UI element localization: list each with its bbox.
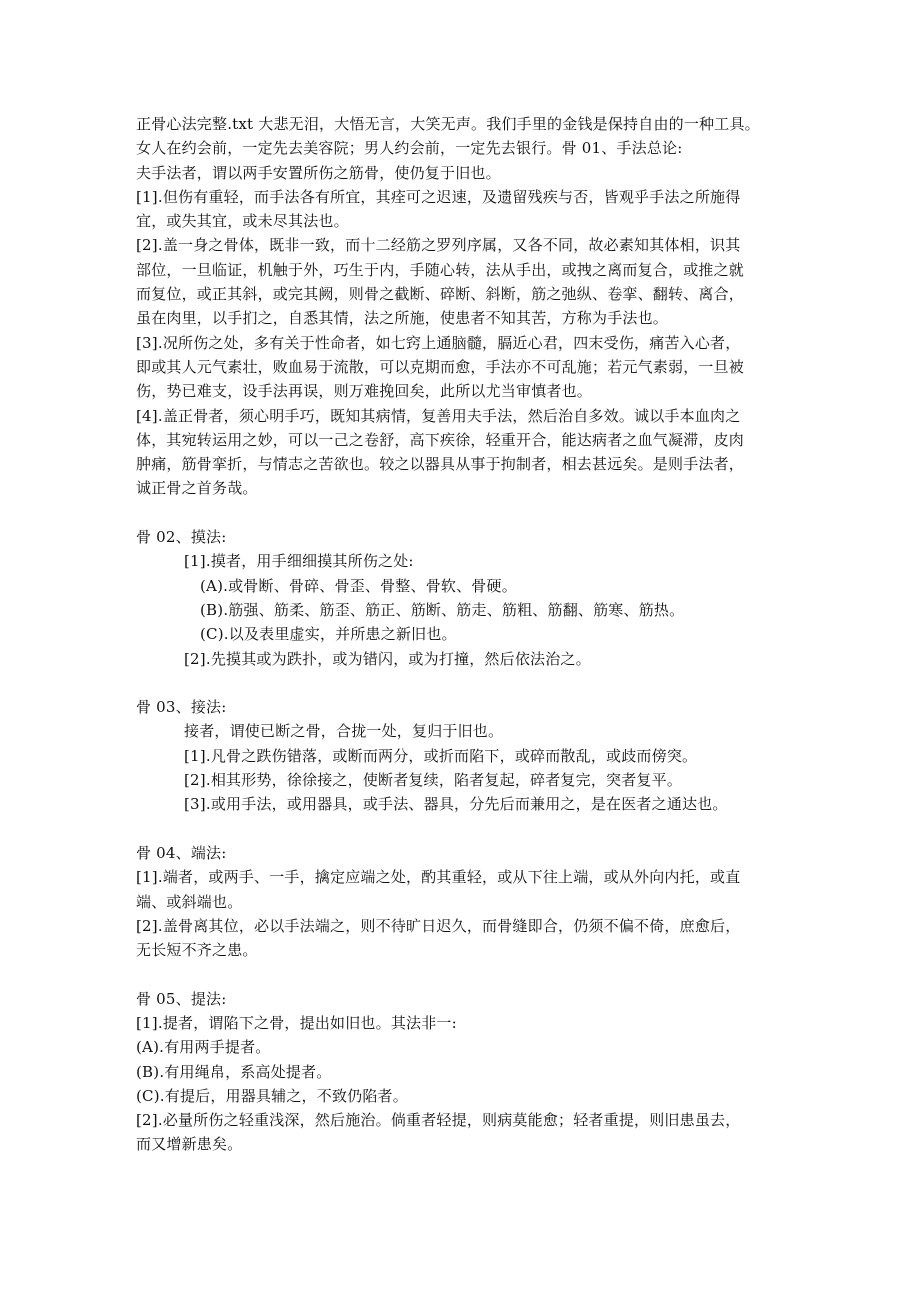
text-line: 无长短不齐之患。 xyxy=(136,941,258,960)
section-heading: 骨 03、接法: xyxy=(136,698,227,717)
text-line: (A).有用两手提者。 xyxy=(136,1038,271,1057)
section-intro xyxy=(136,112,796,501)
text-line: (B).有用绳帛，系高处提者。 xyxy=(136,1062,332,1081)
text-line: 宜，或失其宜，或未尽其法也。 xyxy=(136,212,349,231)
section-heading: 骨 02、摸法: xyxy=(136,528,227,547)
text-line: 端、或斜端也。 xyxy=(136,892,243,911)
text-line: [3].况所伤之处，多有关于性命者，如七窍上通脑髓，膈近心君，四末受伤，痛苦入心者， xyxy=(136,333,741,352)
text-line: [1].摸者，用手细细摸其所伤之处: xyxy=(184,552,414,571)
text-line: [2].先摸其或为跌扑，或为错闪，或为打撞，然后依法治之。 xyxy=(184,649,591,668)
section-05 xyxy=(136,987,796,1157)
section-04 xyxy=(136,841,796,962)
text-line: (A).或骨断、骨碎、骨歪、骨整、骨软、骨硬。 xyxy=(200,576,517,595)
text-line: (C).以及表里虚实，并所患之新旧也。 xyxy=(200,625,457,644)
section-heading: 骨 05、提法: xyxy=(136,989,227,1008)
text-line: [2].必量所伤之轻重浅深，然后施治。倘重者轻提，则病莫能愈；轻者重提，则旧患虽去， xyxy=(136,1111,741,1130)
text-line: [1].提者，谓陷下之骨，提出如旧也。其法非一: xyxy=(136,1013,457,1032)
text-line: [1].但伤有重轻，而手法各有所宜，其痊可之迟速，及遗留残疾与否，皆观乎手法之所施得 xyxy=(136,187,741,206)
section-heading: 骨 04、端法: xyxy=(136,843,227,862)
text-line: 体，其宛转运用之妙，可以一己之卷舒，高下疾徐，轻重开合，能达病者之血气凝滞，皮肉 xyxy=(136,430,745,449)
blank-line xyxy=(136,962,796,986)
blank-line xyxy=(136,501,796,525)
text-line: 而又增新患矣。 xyxy=(136,1135,243,1154)
text-line: (B).筋强、筋柔、筋歪、筋正、筋断、筋走、筋粗、筋翻、筋寒、筋热。 xyxy=(200,600,685,619)
text-line: 而复位，或正其斜，或完其阙，则骨之截断、碎断、斜断，筋之弛纵、卷挛、翻转、离合， xyxy=(136,285,745,304)
text-line: 夫手法者，谓以两手安置所伤之筋骨，使仍复于旧也。 xyxy=(136,163,501,182)
text-line: [4].盖正骨者，须心明手巧，既知其病情，复善用夫手法，然后治自多效。诚以手本血肉之 xyxy=(136,406,741,425)
text-line: 伤，势已难支，设手法再误，则万难挽回矣，此所以尤当审慎者也。 xyxy=(136,382,593,401)
text-line: [3].或用手法，或用器具，或手法、器具，分先后而兼用之，是在医者之通达也。 xyxy=(184,795,728,814)
document-page xyxy=(136,112,796,1157)
text-line: [2].盖骨离其位，必以手法端之，则不待旷日迟久，而骨缝即合，仍须不偏不倚，庶愈后， xyxy=(136,916,741,935)
text-line: [1].端者，或两手、一手，擒定应端之处，酌其重轻，或从下往上端，或从外向内托，或直 xyxy=(136,868,741,887)
blank-line xyxy=(136,817,796,841)
text-line: [2].相其形势，徐徐接之，使断者复续，陷者复起，碎者复完，突者复平。 xyxy=(184,771,683,790)
text-line: [1].凡骨之跌伤错落，或断而两分，或折而陷下，或碎而散乱，或歧而傍突。 xyxy=(184,746,698,765)
text-line: 正骨心法完整.txt 大悲无泪，大悟无言，大笑无声。我们手里的金钱是保持自由的一种工具。 xyxy=(136,115,760,133)
text-line: 肿痛，筋骨挛折，与情志之苦欲也。较之以器具从事于拘制者，相去甚远矣。是则手法者， xyxy=(136,455,745,474)
text-line: [2].盖一身之骨体，既非一致，而十二经筋之罗列序属，又各不同，故必素知其体相，识其 xyxy=(136,236,741,255)
section-02 xyxy=(136,525,796,671)
text-line: 女人在约会前，一定先去美容院；男人约会前，一定先去银行。骨 01、手法总论: xyxy=(136,139,683,158)
text-line: 即或其人元气素壮，败血易于流散，可以克期而愈，手法亦不可乱施；若元气素弱，一旦被 xyxy=(136,357,745,376)
text-line: 虽在肉里，以手扪之，自悉其情，法之所施，使患者不知其苦，方称为手法也。 xyxy=(136,309,669,328)
text-line: 部位，一旦临证，机触于外，巧生于内，手随心转，法从手出，或拽之离而复合，或推之就 xyxy=(136,260,745,279)
blank-line xyxy=(136,671,796,695)
text-line: (C).有提后，用器具辅之，不致仍陷者。 xyxy=(136,1086,408,1105)
text-line: 接者，谓使已断之骨，合拢一处，复归于旧也。 xyxy=(184,722,504,741)
section-03 xyxy=(136,695,796,816)
text-line: 诚正骨之首务哉。 xyxy=(136,479,258,498)
